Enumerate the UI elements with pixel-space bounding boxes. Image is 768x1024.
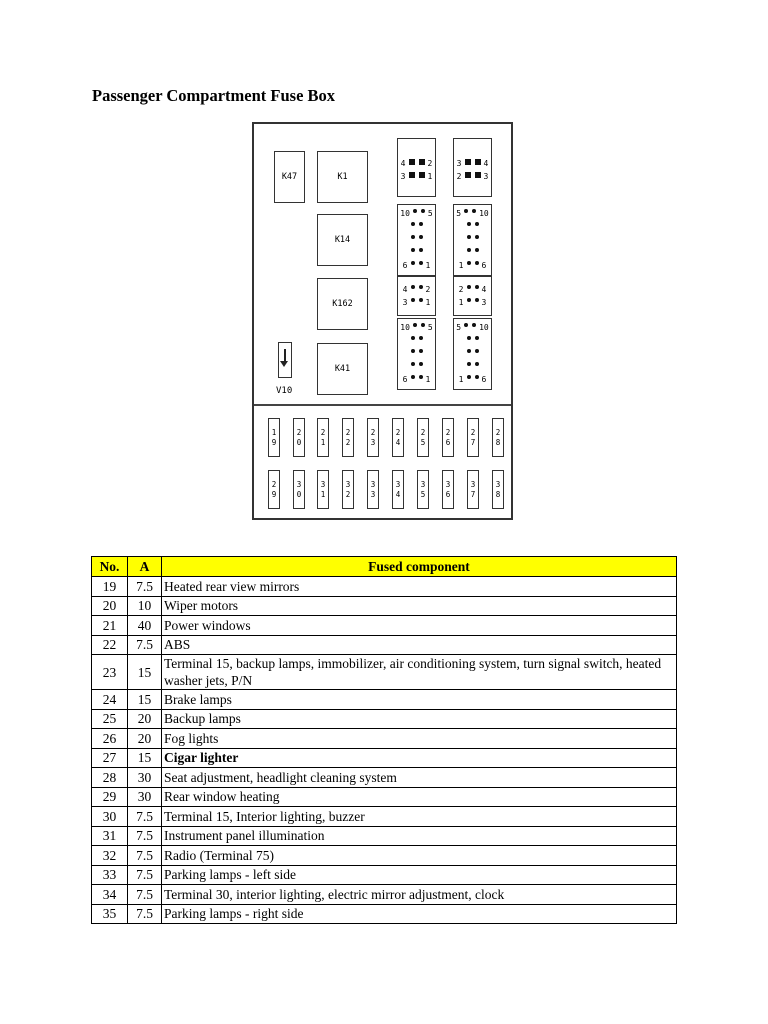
pin-label: 1: [458, 375, 464, 384]
fuse-digit: 3: [296, 479, 302, 489]
fuse-number: 21: [92, 616, 128, 636]
connector-top-right: [453, 138, 492, 197]
pin-dot-icon: [467, 298, 471, 302]
pin-dot-icon: [475, 298, 479, 302]
pin-dot-icon: [475, 349, 479, 353]
fused-component: Brake lamps: [162, 690, 677, 710]
fuse-digit: 2: [495, 427, 501, 437]
pin-dot-icon: [467, 336, 471, 340]
table-row: [92, 655, 677, 690]
fuse-digit: 3: [495, 479, 501, 489]
pin-dot-icon: [421, 209, 425, 213]
pin-dot-icon: [475, 375, 479, 379]
pin-label: 3: [400, 172, 406, 181]
pin-label: 3: [481, 298, 487, 307]
pin-dot-icon: [472, 209, 476, 213]
fused-component: Terminal 30, interior lighting, electric mirror adjustment, clock: [162, 885, 677, 905]
fused-component: Radio (Terminal 75): [162, 846, 677, 866]
table-row: [92, 865, 677, 885]
connector-mid-left: [397, 276, 436, 316]
fuse-digit: 0: [296, 489, 302, 499]
fuse-38: [492, 470, 504, 509]
fuse-table: [91, 556, 677, 924]
fuse-digit: 3: [345, 479, 351, 489]
table-row: [92, 826, 677, 846]
fuse-amperage: 10: [128, 596, 162, 616]
fuse-number: 20: [92, 596, 128, 616]
fuse-digit: 6: [445, 437, 451, 447]
pin-dot-icon: [411, 222, 415, 226]
pin-label: 1: [425, 261, 431, 270]
fuse-22: [342, 418, 354, 457]
fuse-digit: 3: [420, 479, 426, 489]
relay-k1: K1: [317, 151, 368, 203]
pin-label: 6: [481, 261, 487, 270]
fuse-34: [392, 470, 404, 509]
fuse-digit: 2: [420, 427, 426, 437]
pin-label: 4: [481, 285, 487, 294]
table-row: [92, 690, 677, 710]
pin-dot-icon: [411, 362, 415, 366]
fuse-number: 22: [92, 635, 128, 655]
pin-label: 2: [456, 172, 462, 181]
table-row: [92, 787, 677, 807]
fuse-23: [367, 418, 379, 457]
diode-v10-label: V10: [276, 386, 293, 396]
fuse-amperage: 7.5: [128, 826, 162, 846]
table-row: [92, 709, 677, 729]
arrow-head-icon: [280, 361, 288, 367]
pin-dot-icon: [413, 323, 417, 327]
fused-component: Parking lamps - right side: [162, 904, 677, 924]
pin-dot-icon: [475, 248, 479, 252]
pin-dot-icon: [464, 209, 468, 213]
fuse-amperage: 7.5: [128, 865, 162, 885]
fuse-number: 27: [92, 748, 128, 768]
pin-dot-icon: [419, 349, 423, 353]
fuse-number: 35: [92, 904, 128, 924]
fuse-amperage: 7.5: [128, 635, 162, 655]
fuse-digit: 9: [271, 437, 277, 447]
pin-label: 1: [425, 298, 431, 307]
fuse-32: [342, 470, 354, 509]
pin-label: 5: [427, 209, 433, 218]
fuse-number: 28: [92, 768, 128, 788]
table-row: [92, 596, 677, 616]
fuse-33: [367, 470, 379, 509]
connector-a-right: [453, 204, 492, 276]
fuse-number: 34: [92, 885, 128, 905]
fuse-number: 25: [92, 709, 128, 729]
pin-dot-icon: [472, 323, 476, 327]
fuse-digit: 3: [370, 489, 376, 499]
fuse-digit: 6: [445, 489, 451, 499]
fuse-amperage: 30: [128, 768, 162, 788]
fuse-box-diagram: [252, 122, 513, 520]
fuse-37: [467, 470, 479, 509]
pin-label: 3: [483, 172, 489, 181]
fused-component: Rear window heating: [162, 787, 677, 807]
fuse-number: 29: [92, 787, 128, 807]
fuse-digit: 2: [345, 489, 351, 499]
pin-label: 5: [456, 323, 462, 332]
pin-square-icon: [409, 159, 415, 165]
fuse-digit: 7: [470, 437, 476, 447]
connector-mid-right: [453, 276, 492, 316]
table-row: [92, 748, 677, 768]
pin-dot-icon: [467, 261, 471, 265]
fused-component: Power windows: [162, 616, 677, 636]
pin-label: 6: [402, 261, 408, 270]
fuse-amperage: 20: [128, 709, 162, 729]
fuse-digit: 3: [395, 479, 401, 489]
pin-label: 10: [400, 209, 410, 218]
pin-label: 2: [427, 159, 433, 168]
pin-dot-icon: [411, 261, 415, 265]
diagram-divider: [254, 404, 511, 406]
pin-dot-icon: [475, 362, 479, 366]
fuse-number: 23: [92, 655, 128, 690]
fuse-digit: 3: [370, 479, 376, 489]
pin-dot-icon: [475, 285, 479, 289]
pin-dot-icon: [419, 248, 423, 252]
pin-dot-icon: [411, 349, 415, 353]
pin-dot-icon: [419, 285, 423, 289]
pin-label: 6: [481, 375, 487, 384]
fuse-digit: 4: [395, 489, 401, 499]
fuse-number: 30: [92, 807, 128, 827]
pin-square-icon: [419, 159, 425, 165]
table-row: [92, 904, 677, 924]
pin-dot-icon: [413, 209, 417, 213]
pin-dot-icon: [411, 235, 415, 239]
fused-component: Terminal 15, backup lamps, immobilizer, air conditioning system, turn signal switch, heated washer jets, P/N: [162, 655, 677, 690]
table-row: [92, 577, 677, 597]
fuse-26: [442, 418, 454, 457]
pin-label: 10: [400, 323, 410, 332]
connector-top-left: [397, 138, 436, 197]
fused-component: Backup lamps: [162, 709, 677, 729]
fused-component: Wiper motors: [162, 596, 677, 616]
pin-square-icon: [475, 172, 481, 178]
pin-square-icon: [465, 159, 471, 165]
pin-dot-icon: [467, 375, 471, 379]
table-row: [92, 616, 677, 636]
pin-square-icon: [465, 172, 471, 178]
pin-dot-icon: [411, 375, 415, 379]
fuse-digit: 2: [345, 427, 351, 437]
pin-dot-icon: [419, 336, 423, 340]
fuse-digit: 9: [271, 489, 277, 499]
pin-dot-icon: [411, 298, 415, 302]
fuse-27: [467, 418, 479, 457]
fuse-digit: 2: [296, 427, 302, 437]
column-header-amps: A: [128, 557, 162, 577]
table-row: [92, 846, 677, 866]
column-header-component: Fused component: [162, 557, 677, 577]
fuse-digit: 4: [395, 437, 401, 447]
table-row: [92, 729, 677, 749]
table-row: [92, 635, 677, 655]
fuse-31: [317, 470, 329, 509]
fused-component: Terminal 15, Interior lighting, buzzer: [162, 807, 677, 827]
fused-component: Fog lights: [162, 729, 677, 749]
fuse-digit: 2: [271, 479, 277, 489]
fuse-19: [268, 418, 280, 457]
fuse-digit: 3: [470, 479, 476, 489]
table-row: [92, 885, 677, 905]
pin-dot-icon: [475, 261, 479, 265]
fuse-digit: 2: [345, 437, 351, 447]
fuse-36: [442, 470, 454, 509]
pin-dot-icon: [421, 323, 425, 327]
pin-label: 4: [402, 285, 408, 294]
pin-label: 1: [425, 375, 431, 384]
pin-label: 10: [479, 209, 489, 218]
table-body: [92, 577, 677, 924]
fuse-digit: 5: [420, 489, 426, 499]
page-title: Passenger Compartment Fuse Box: [92, 86, 336, 105]
fuse-amperage: 7.5: [128, 904, 162, 924]
pin-label: 4: [400, 159, 406, 168]
fuse-number: 31: [92, 826, 128, 846]
fuse-amperage: 7.5: [128, 577, 162, 597]
fuse-digit: 3: [445, 479, 451, 489]
fuse-amperage: 15: [128, 690, 162, 710]
fuse-digit: 8: [495, 489, 501, 499]
pin-label: 5: [427, 323, 433, 332]
relay-k162: K162: [317, 278, 368, 330]
fuse-digit: 1: [271, 427, 277, 437]
table-row: [92, 768, 677, 788]
pin-label: 4: [483, 159, 489, 168]
fuse-21: [317, 418, 329, 457]
pin-label: 1: [458, 261, 464, 270]
fused-component: Instrument panel illumination: [162, 826, 677, 846]
pin-label: 1: [427, 172, 433, 181]
pin-dot-icon: [464, 323, 468, 327]
pin-dot-icon: [467, 222, 471, 226]
connector-a-left: [397, 204, 436, 276]
fuse-digit: 1: [320, 437, 326, 447]
fuse-digit: 2: [320, 427, 326, 437]
connector-b-left: [397, 318, 436, 390]
pin-label: 5: [456, 209, 462, 218]
fuse-amperage: 20: [128, 729, 162, 749]
fused-component: ABS: [162, 635, 677, 655]
pin-dot-icon: [419, 362, 423, 366]
fuse-20: [293, 418, 305, 457]
fuse-amperage: 30: [128, 787, 162, 807]
pin-dot-icon: [419, 222, 423, 226]
pin-dot-icon: [411, 248, 415, 252]
fuse-25: [417, 418, 429, 457]
diode-v10: [278, 342, 292, 378]
fused-component: Heated rear view mirrors: [162, 577, 677, 597]
pin-dot-icon: [475, 235, 479, 239]
fuse-number: 24: [92, 690, 128, 710]
fuse-amperage: 40: [128, 616, 162, 636]
fuse-digit: 2: [445, 427, 451, 437]
fuse-digit: 1: [320, 489, 326, 499]
pin-dot-icon: [467, 362, 471, 366]
fuse-amperage: 15: [128, 748, 162, 768]
table-header-row: [92, 557, 677, 577]
pin-dot-icon: [475, 336, 479, 340]
pin-label: 3: [402, 298, 408, 307]
pin-label: 2: [425, 285, 431, 294]
fuse-digit: 2: [370, 427, 376, 437]
pin-dot-icon: [419, 298, 423, 302]
fuse-30: [293, 470, 305, 509]
pin-label: 6: [402, 375, 408, 384]
fuse-digit: 3: [320, 479, 326, 489]
table-row: [92, 807, 677, 827]
fused-component: Cigar lighter: [162, 748, 677, 768]
fuse-35: [417, 470, 429, 509]
pin-label: 2: [458, 285, 464, 294]
pin-dot-icon: [419, 261, 423, 265]
relay-k47: K47: [274, 151, 305, 203]
fuse-24: [392, 418, 404, 457]
fuse-digit: 8: [495, 437, 501, 447]
fuse-number: 19: [92, 577, 128, 597]
fuse-amperage: 7.5: [128, 846, 162, 866]
pin-dot-icon: [467, 285, 471, 289]
pin-dot-icon: [467, 349, 471, 353]
relay-k14: K14: [317, 214, 368, 266]
fuse-digit: 0: [296, 437, 302, 447]
pin-square-icon: [475, 159, 481, 165]
connector-b-right: [453, 318, 492, 390]
pin-dot-icon: [467, 248, 471, 252]
fuse-amperage: 15: [128, 655, 162, 690]
fuse-28: [492, 418, 504, 457]
pin-label: 10: [479, 323, 489, 332]
pin-label: 1: [458, 298, 464, 307]
pin-square-icon: [419, 172, 425, 178]
pin-dot-icon: [411, 336, 415, 340]
fuse-amperage: 7.5: [128, 807, 162, 827]
relay-k41: K41: [317, 343, 368, 395]
fuse-digit: 2: [395, 427, 401, 437]
fused-component: Seat adjustment, headlight cleaning system: [162, 768, 677, 788]
fuse-number: 32: [92, 846, 128, 866]
fuse-number: 33: [92, 865, 128, 885]
fuse-29: [268, 470, 280, 509]
fuse-number: 26: [92, 729, 128, 749]
pin-square-icon: [409, 172, 415, 178]
fused-component: Parking lamps - left side: [162, 865, 677, 885]
pin-dot-icon: [419, 375, 423, 379]
pin-dot-icon: [467, 235, 471, 239]
pin-dot-icon: [411, 285, 415, 289]
fuse-digit: 2: [470, 427, 476, 437]
pin-label: 3: [456, 159, 462, 168]
fuse-digit: 3: [370, 437, 376, 447]
column-header-no: No.: [92, 557, 128, 577]
pin-dot-icon: [419, 235, 423, 239]
fuse-digit: 7: [470, 489, 476, 499]
relay-area: [254, 124, 511, 404]
fuse-amperage: 7.5: [128, 885, 162, 905]
fuse-digit: 5: [420, 437, 426, 447]
pin-dot-icon: [475, 222, 479, 226]
